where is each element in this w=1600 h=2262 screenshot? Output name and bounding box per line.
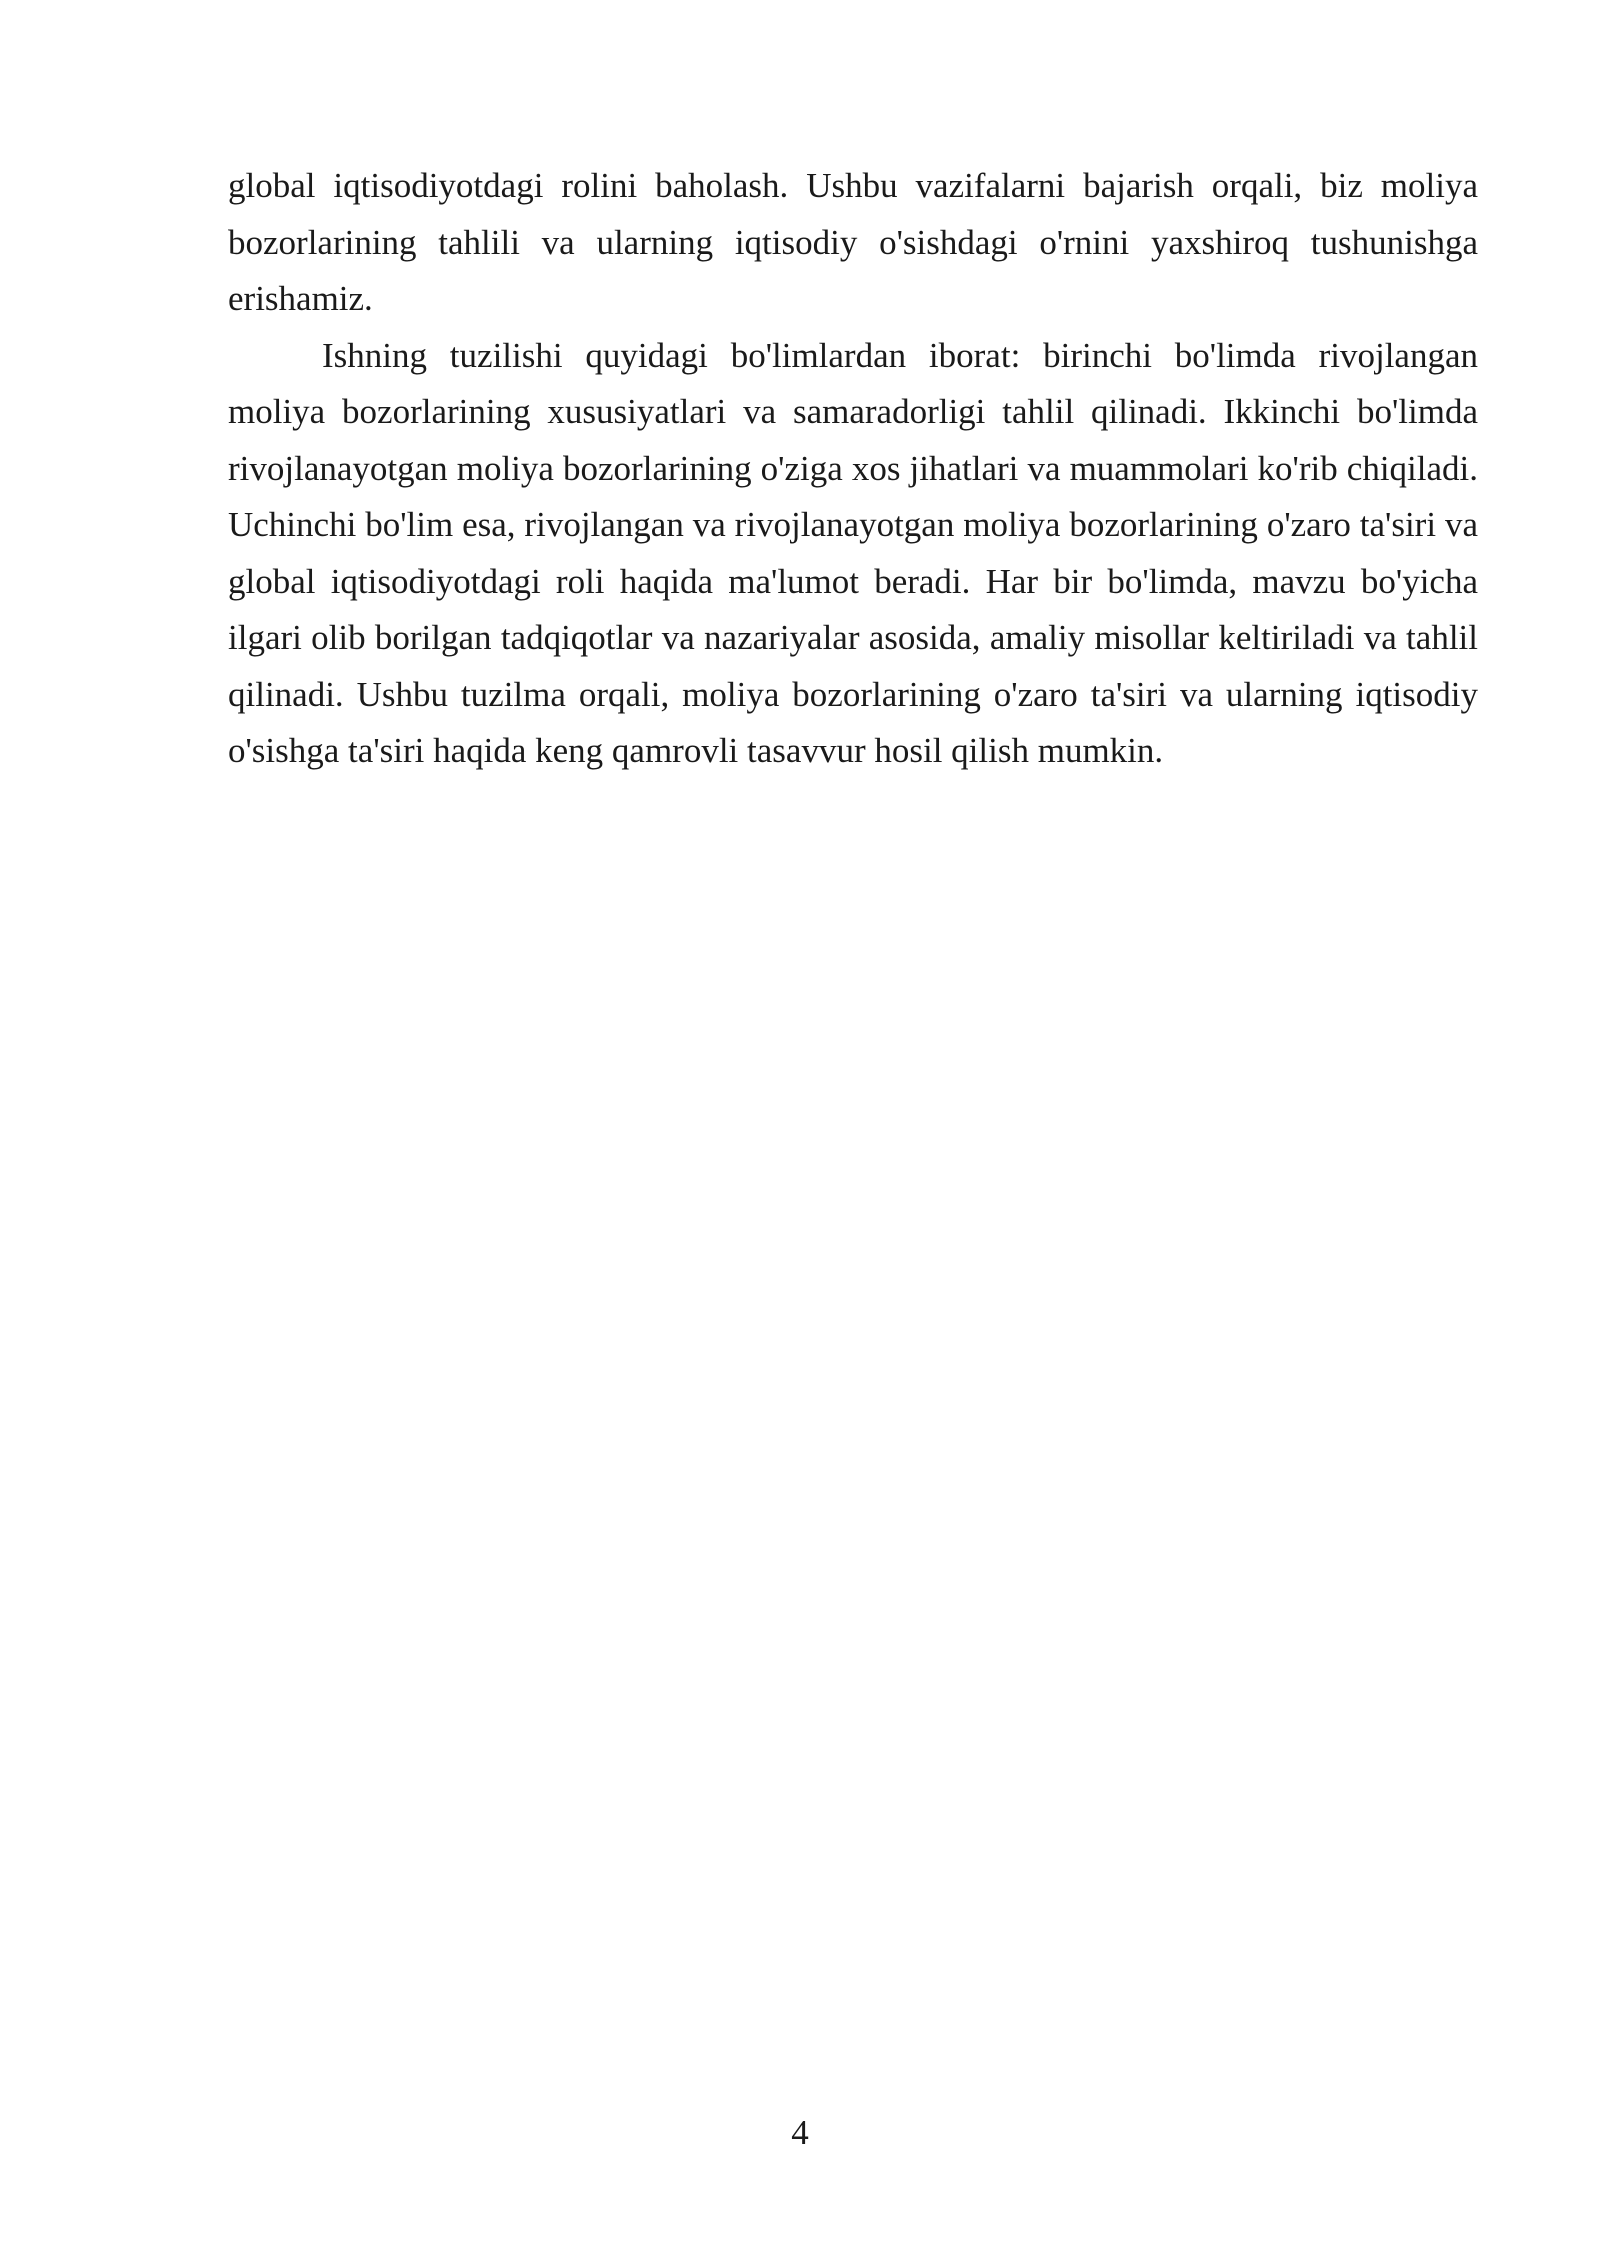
paragraph-structure: Ishning tuzilishi quyidagi bo'limlardan iborat: birinchi bo'limda rivojlangan moliya bozorlarining xususiyatlari va samaradorligi tahlil qilinadi. Ikkinchi bo'limda rivojlanayotgan moliya bozorlarining o'ziga xos jihatlari va muammolari ko'rib chiqiladi. Uchinchi bo'lim esa, rivojlangan va rivojlanayotgan moliya bozorlarining o'zaro ta'siri va global iqtisodiyotdagi roli haqida ma'lumot beradi. Har bir bo'limda, mavzu bo'yicha ilgari olib borilgan tadqiqotlar va nazariyalar asosida, amaliy misollar keltiriladi va tahlil qilinadi. Ushbu tuzilma orqali, moliya bozorlarining o'zaro ta'siri va ularning iqtisodiy o'sishga ta'siri haqida keng qamrovli tasavvur hosil qilish mumkin. bbox=[228, 335, 1478, 770]
page-number: 4 bbox=[791, 2113, 809, 2152]
paragraph-continuation: global iqtisodiyotdagi rolini baholash. Ushbu vazifalarni bajarish orqali, biz moliya bozorlarining tahlili va ularning iqtisodiy o'sishdagi o'rnini yaxshiroq tushunishga erishamiz. bbox=[228, 166, 1478, 318]
body-text bbox=[228, 158, 1478, 780]
